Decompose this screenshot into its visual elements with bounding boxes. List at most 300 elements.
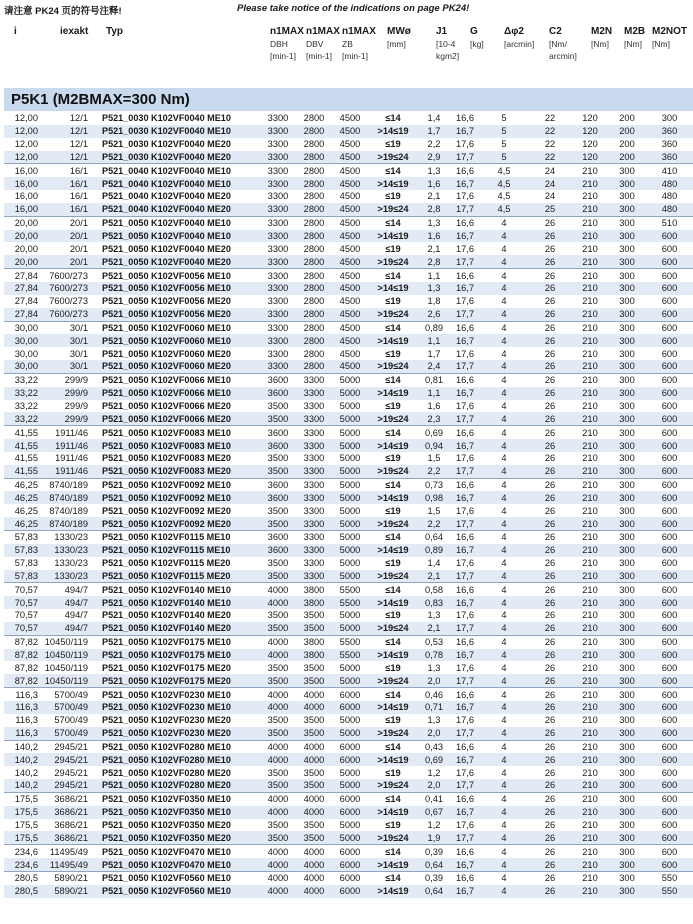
table-cell: 5000 <box>339 767 361 778</box>
table-cell: ≤19 <box>385 348 401 359</box>
header-col <box>342 26 376 62</box>
table-cell: 17,6 <box>455 505 475 516</box>
table-cell: 4000 <box>260 583 296 596</box>
table-cell: 4 <box>480 885 528 898</box>
table-cell: 300 <box>619 715 635 726</box>
table-cell: 30,00 <box>4 360 44 373</box>
table-cell: 41,55 <box>14 453 38 464</box>
table-row <box>4 308 693 321</box>
table-cell: 210 <box>572 779 608 792</box>
table-cell: 4 <box>480 701 528 714</box>
table-cell: 4 <box>480 845 528 858</box>
table-cell: 3300 <box>260 164 296 177</box>
table-cell: 70,57 <box>4 583 44 596</box>
table-cell: 26 <box>528 269 572 282</box>
table-cell: 87,82 <box>4 674 44 687</box>
table-cell: P521_0050 K102VF0115 ME10 <box>96 531 260 544</box>
table-cell: 0,81 <box>418 373 450 386</box>
table-cell: 210 <box>572 360 608 373</box>
table-cell: P521_0050 K102VF0350 ME10 <box>96 806 260 819</box>
table-row <box>4 478 693 491</box>
table-cell: ≤14 <box>368 373 418 386</box>
table-cell: 300 <box>608 412 646 425</box>
table-row <box>4 125 693 138</box>
table-cell: 5000 <box>332 779 368 792</box>
table-row <box>4 230 693 243</box>
table-cell: 17,7 <box>450 255 480 268</box>
table-cell: 57,83 <box>4 531 44 544</box>
table-cell: 600 <box>646 583 693 596</box>
table-cell: 26 <box>528 831 572 844</box>
table-cell: ≤14 <box>368 478 418 491</box>
table-cell: 4 <box>480 465 528 478</box>
table-cell: 4 <box>480 635 528 648</box>
table-cell: 4500 <box>332 216 368 229</box>
table-cell: 5000 <box>332 426 368 439</box>
table-cell: 300 <box>608 255 646 268</box>
table-cell: 16,6 <box>450 426 480 439</box>
table-cell: 234,6 <box>4 858 44 871</box>
table-cell: 0,71 <box>418 701 450 714</box>
table-cell: 210 <box>572 334 608 347</box>
table-row <box>4 531 693 544</box>
table-cell: P521_0030 K102VF0040 ME20 <box>96 151 260 164</box>
table-cell: 12,00 <box>14 139 38 150</box>
table-header <box>0 26 693 82</box>
table-row <box>4 412 693 425</box>
table-cell: 30,00 <box>14 348 38 359</box>
table-cell: ≤19 <box>385 558 401 569</box>
table-row <box>4 779 693 792</box>
table-cell: P521_0050 K102VF0066 ME20 <box>102 400 231 411</box>
table-cell: 600 <box>661 348 678 359</box>
table-cell: 12/1 <box>44 151 96 164</box>
table-cell: P521_0050 K102VF0040 ME10 <box>96 216 260 229</box>
table-cell: ≤14 <box>368 426 418 439</box>
table-cell: 3500 <box>267 610 289 621</box>
table-cell: 16,6 <box>450 216 480 229</box>
table-cell: 3686/21 <box>44 792 96 805</box>
table-cell: 5000 <box>339 662 361 673</box>
table-cell: 300 <box>661 113 678 124</box>
table-cell: 4000 <box>296 806 332 819</box>
table-cell: >14≤19 <box>368 649 418 662</box>
table-cell: 4 <box>480 531 528 544</box>
table-cell: >14≤19 <box>368 387 418 400</box>
table-cell: 210 <box>582 558 598 569</box>
table-cell: P521_0050 K102VF0066 ME10 <box>96 373 260 386</box>
table-cell: 5500 <box>332 583 368 596</box>
table-cell: 300 <box>608 465 646 478</box>
table-cell: 26 <box>544 400 556 411</box>
header-name: MWø <box>387 26 411 37</box>
table-cell: 4000 <box>296 753 332 766</box>
table-cell: P521_0050 K102VF0060 ME10 <box>96 334 260 347</box>
table-cell: 16,7 <box>450 858 480 871</box>
table-cell: 3300 <box>296 439 332 452</box>
table-cell: 24 <box>528 177 572 190</box>
table-cell: 300 <box>608 871 646 884</box>
table-cell: 210 <box>572 753 608 766</box>
table-cell: 16,7 <box>450 334 480 347</box>
table-cell: 300 <box>608 792 646 805</box>
table-row <box>4 701 693 714</box>
table-cell: 1911/46 <box>44 465 96 478</box>
table-cell: 30,00 <box>4 321 44 334</box>
table-cell: 4500 <box>332 151 368 164</box>
table-cell: 24 <box>528 164 572 177</box>
table-cell: 300 <box>608 177 646 190</box>
table-cell: 17,7 <box>450 727 480 740</box>
table-row <box>4 439 693 452</box>
table-cell: 5500 <box>332 596 368 609</box>
table-cell: 210 <box>572 216 608 229</box>
table-cell: ≤14 <box>368 688 418 701</box>
table-cell: 210 <box>572 740 608 753</box>
table-cell: 4000 <box>260 596 296 609</box>
table-cell: 16,6 <box>450 321 480 334</box>
table-cell: P521_0050 K102VF0470 ME10 <box>96 845 260 858</box>
table-cell: 46,25 <box>4 478 44 491</box>
table-cell: 3500 <box>296 779 332 792</box>
table-cell: 27,84 <box>4 308 44 321</box>
table-cell: P521_0050 K102VF0140 ME10 <box>96 583 260 596</box>
table-cell: 3500 <box>260 727 296 740</box>
table-cell: 70,57 <box>4 596 44 609</box>
table-cell: 1,3 <box>418 216 450 229</box>
table-cell: 6000 <box>332 871 368 884</box>
table-cell: 3500 <box>296 674 332 687</box>
table-cell: 3500 <box>267 715 289 726</box>
table-cell: 300 <box>619 400 635 411</box>
table-cell: 600 <box>646 491 693 504</box>
table-cell: 16,7 <box>450 753 480 766</box>
table-cell: 17,6 <box>455 662 475 673</box>
header-name: C2 <box>549 26 562 37</box>
table-cell: 26 <box>528 845 572 858</box>
table-cell: 11495/49 <box>44 858 96 871</box>
table-cell: 26 <box>528 334 572 347</box>
table-cell: 116,3 <box>4 688 44 701</box>
table-cell: 4500 <box>332 203 368 216</box>
table-cell: 4500 <box>339 191 361 202</box>
table-cell: 20/1 <box>44 255 96 268</box>
table-cell: 10450/119 <box>44 674 96 687</box>
table-cell: 5700/49 <box>44 688 96 701</box>
header-name: iexakt <box>60 26 89 37</box>
table-cell: 1,1 <box>418 269 450 282</box>
table-cell: 17,7 <box>450 622 480 635</box>
table-cell: 17,6 <box>455 819 475 830</box>
table-cell: 5000 <box>332 373 368 386</box>
table-cell: ≤14 <box>368 635 418 648</box>
table-cell: 4,5 <box>497 191 511 202</box>
table-cell: 5000 <box>332 465 368 478</box>
table-cell: 2,2 <box>418 517 450 530</box>
header-unit: [Nm] <box>652 39 670 49</box>
table-cell: 1,4 <box>427 113 441 124</box>
table-cell: 16,7 <box>450 544 480 557</box>
table-cell: 1,9 <box>418 831 450 844</box>
table-cell: 16/1 <box>44 177 96 190</box>
table-cell: 300 <box>608 635 646 648</box>
table-row <box>4 674 693 687</box>
table-cell: 26 <box>544 558 556 569</box>
table-cell: >14≤19 <box>368 282 418 295</box>
table-cell: ≤14 <box>368 269 418 282</box>
table-cell: 494/7 <box>44 622 96 635</box>
table-cell: 0,67 <box>418 806 450 819</box>
table-cell: 3500 <box>260 517 296 530</box>
table-cell: 210 <box>572 845 608 858</box>
table-cell: 17,6 <box>455 715 475 726</box>
table-cell: P521_0030 K102VF0040 ME10 <box>96 125 260 138</box>
table-cell: 2,9 <box>418 151 450 164</box>
table-cell: 3300 <box>296 531 332 544</box>
table-cell: 26 <box>528 635 572 648</box>
table-cell: 3500 <box>303 715 325 726</box>
header-name: Typ <box>106 26 124 37</box>
header-col <box>270 26 304 62</box>
table-cell: 22 <box>528 151 572 164</box>
table-cell: 3600 <box>260 439 296 452</box>
table-cell: 70,57 <box>4 622 44 635</box>
table-cell: 3600 <box>260 491 296 504</box>
table-cell: 17,7 <box>450 779 480 792</box>
table-cell: 600 <box>646 806 693 819</box>
table-cell: 120 <box>582 139 598 150</box>
table-cell: 41,55 <box>4 426 44 439</box>
table-cell: 299/9 <box>64 400 88 411</box>
table-cell: ≤14 <box>368 740 418 753</box>
table-cell: 494/7 <box>64 610 88 621</box>
table-cell: 210 <box>582 400 598 411</box>
table-cell: 3300 <box>260 308 296 321</box>
table-cell: >14≤19 <box>368 858 418 871</box>
table-cell: 17,6 <box>455 400 475 411</box>
table-cell: 26 <box>544 296 556 307</box>
table-cell: 300 <box>608 321 646 334</box>
table-cell: P521_0050 K102VF0175 ME10 <box>96 635 260 648</box>
table-cell: 26 <box>528 230 572 243</box>
table-cell: 2800 <box>296 203 332 216</box>
table-cell: 7600/273 <box>44 282 96 295</box>
table-cell: P521_0050 K102VF0083 ME20 <box>102 453 231 464</box>
table-cell: 6000 <box>332 701 368 714</box>
table-cell: P521_0050 K102VF0280 ME10 <box>96 753 260 766</box>
table-cell: 4000 <box>296 885 332 898</box>
table-cell: 4000 <box>260 635 296 648</box>
table-row <box>4 426 693 439</box>
table-cell: 2800 <box>296 321 332 334</box>
table-cell: >19≤24 <box>368 674 418 687</box>
table-cell: 600 <box>646 373 693 386</box>
table-cell: 3500 <box>267 505 289 516</box>
table-cell: 4000 <box>260 871 296 884</box>
table-cell: 300 <box>608 164 646 177</box>
table-cell: 1,1 <box>418 387 450 400</box>
table-cell: 16/1 <box>69 191 88 202</box>
table-cell: 33,22 <box>4 373 44 386</box>
table-cell: 300 <box>608 583 646 596</box>
table-cell: 210 <box>572 255 608 268</box>
table-cell: 140,2 <box>14 767 38 778</box>
table-cell: 600 <box>646 740 693 753</box>
table-cell: 6000 <box>332 740 368 753</box>
table-row <box>4 452 693 465</box>
table-cell: 16,6 <box>455 113 475 124</box>
table-cell: 20,00 <box>4 216 44 229</box>
table-cell: 3500 <box>260 831 296 844</box>
table-cell: 200 <box>619 113 635 124</box>
table-cell: 17,6 <box>455 191 475 202</box>
table-cell: 3300 <box>260 360 296 373</box>
header-col <box>504 26 534 50</box>
table-cell: 4 <box>480 596 528 609</box>
table-cell: 2,1 <box>418 570 450 583</box>
table-row <box>4 792 693 805</box>
table-cell: 16,7 <box>450 701 480 714</box>
table-cell: 300 <box>608 674 646 687</box>
table-cell: 4 <box>501 400 507 411</box>
table-cell: >19≤24 <box>368 308 418 321</box>
table-cell: 5000 <box>332 439 368 452</box>
table-cell: 57,83 <box>14 558 38 569</box>
table-cell: 2,4 <box>418 360 450 373</box>
table-cell: 300 <box>608 282 646 295</box>
table-cell: 3500 <box>303 767 325 778</box>
table-cell: 600 <box>646 360 693 373</box>
table-cell: 0,64 <box>418 885 450 898</box>
table-cell: 4 <box>480 216 528 229</box>
table-cell: 300 <box>608 230 646 243</box>
table-cell: 12,00 <box>4 151 44 164</box>
table-cell: 87,82 <box>14 662 38 673</box>
table-row <box>4 216 693 229</box>
table-cell: 1,7 <box>427 348 441 359</box>
table-row <box>4 570 693 583</box>
table-cell: 1330/23 <box>44 544 96 557</box>
table-cell: P521_0050 K102VF0350 ME10 <box>96 792 260 805</box>
table-cell: 300 <box>619 348 635 359</box>
header-name: n1MAX <box>270 26 304 37</box>
header-name: n1MAX <box>306 26 340 37</box>
table-cell: 5700/49 <box>44 701 96 714</box>
table-cell: 0,89 <box>418 321 450 334</box>
table-cell: >19≤24 <box>368 727 418 740</box>
table-cell: 8740/189 <box>44 491 96 504</box>
table-cell: 20/1 <box>69 243 88 254</box>
table-cell: 300 <box>608 478 646 491</box>
table-cell: 2800 <box>296 308 332 321</box>
table-cell: 4500 <box>339 243 361 254</box>
table-cell: 480 <box>646 177 693 190</box>
table-cell: 600 <box>646 531 693 544</box>
table-cell: 4500 <box>332 255 368 268</box>
table-cell: 1,3 <box>427 715 441 726</box>
table-cell: 1330/23 <box>54 558 88 569</box>
table-row <box>4 517 693 530</box>
table-cell: 26 <box>544 662 556 673</box>
table-cell: 0,41 <box>418 792 450 805</box>
table-cell: 3300 <box>296 544 332 557</box>
table-cell: 600 <box>646 439 693 452</box>
section-band <box>4 88 693 111</box>
table-cell: 5000 <box>332 531 368 544</box>
table-cell: 2800 <box>296 334 332 347</box>
table-cell: 300 <box>608 491 646 504</box>
header-unit: [kg] <box>470 39 484 49</box>
table-cell: 26 <box>528 465 572 478</box>
table-cell: 26 <box>528 491 572 504</box>
table-cell: 17,7 <box>450 465 480 478</box>
table-cell: 300 <box>608 727 646 740</box>
table-cell: P521_0050 K102VF0230 ME10 <box>96 688 260 701</box>
table-cell: P521_0050 K102VF0230 ME20 <box>96 727 260 740</box>
table-row <box>4 753 693 766</box>
header-col <box>652 26 687 50</box>
table-cell: 300 <box>608 531 646 544</box>
table-row <box>4 649 693 662</box>
table-cell: 1911/46 <box>44 426 96 439</box>
table-cell: 600 <box>646 688 693 701</box>
table-cell: 4 <box>480 360 528 373</box>
table-cell: 26 <box>528 282 572 295</box>
table-cell: >14≤19 <box>368 334 418 347</box>
table-cell: P521_0050 K102VF0470 ME10 <box>96 858 260 871</box>
table-cell: 280,5 <box>4 871 44 884</box>
table-row <box>4 740 693 753</box>
table-cell: 360 <box>661 139 678 150</box>
table-cell: 2,2 <box>418 465 450 478</box>
table-cell: 17,6 <box>455 296 475 307</box>
table-cell: 5 <box>480 151 528 164</box>
table-cell: 3500 <box>296 831 332 844</box>
table-cell: 0,43 <box>418 740 450 753</box>
table-cell: 300 <box>608 701 646 714</box>
table-cell: 3600 <box>260 531 296 544</box>
table-cell: 16,6 <box>450 583 480 596</box>
table-row <box>4 190 693 203</box>
table-row <box>4 491 693 504</box>
table-cell: 5500 <box>332 635 368 648</box>
table-cell: P521_0050 K102VF0115 ME20 <box>96 570 260 583</box>
section-title: P5K1 (M2BMAX=300 Nm) <box>11 91 190 108</box>
table-cell: P521_0050 K102VF0140 ME20 <box>96 622 260 635</box>
table-cell: 300 <box>608 334 646 347</box>
table-cell: 33,22 <box>4 412 44 425</box>
table-cell: 200 <box>608 125 646 138</box>
table-cell: 600 <box>646 649 693 662</box>
table-cell: ≤19 <box>385 191 401 202</box>
table-cell: 3500 <box>260 779 296 792</box>
table-cell: 5000 <box>339 819 361 830</box>
table-cell: 4 <box>501 662 507 673</box>
header-name: i <box>14 26 17 37</box>
table-cell: ≤14 <box>385 113 401 124</box>
table-cell: 17,7 <box>450 360 480 373</box>
header-name: J1 <box>436 26 448 37</box>
table-cell: 16,00 <box>14 191 38 202</box>
table-cell: 26 <box>544 243 556 254</box>
table-cell: 3500 <box>267 662 289 673</box>
table-cell: 210 <box>572 688 608 701</box>
table-cell: 2800 <box>303 243 325 254</box>
table-cell: 4 <box>480 308 528 321</box>
table-cell: 17,7 <box>450 570 480 583</box>
table-cell: 5000 <box>339 715 361 726</box>
table-cell: 16,00 <box>4 164 44 177</box>
